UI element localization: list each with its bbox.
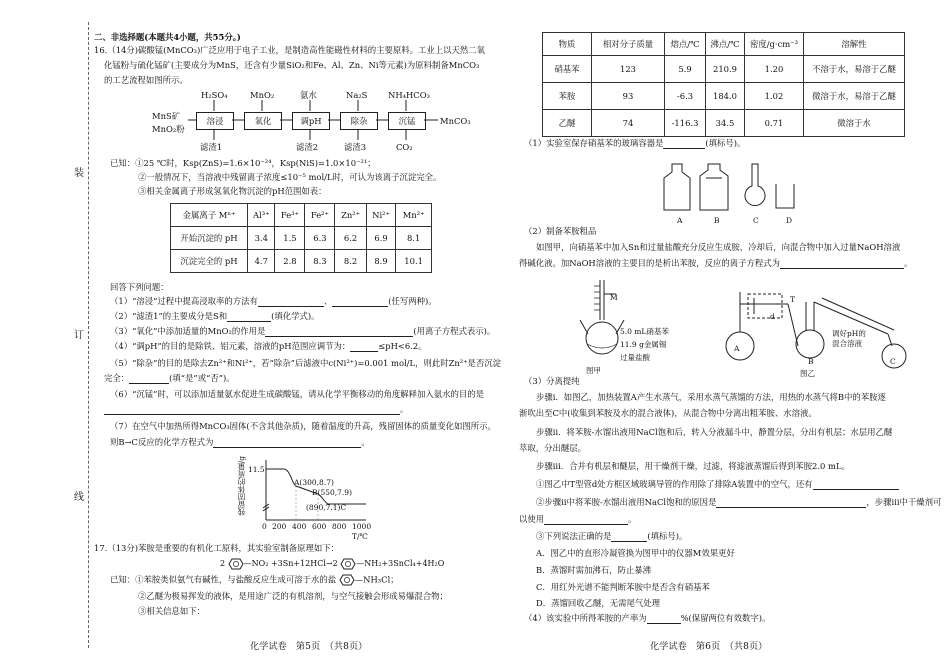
answer-blank[interactable]: [258, 297, 324, 307]
feed-mno2: MnO₂粉: [152, 124, 185, 134]
q17-equation: [220, 558, 444, 570]
graph-ylabel: 残留固体的质量/g: [237, 456, 246, 516]
ph-table-row: [171, 227, 432, 250]
ph-cell: 8.3: [305, 250, 335, 273]
answer-blank[interactable]: [129, 374, 169, 384]
q16-1-text: （1）“溶浸”过程中提高浸取率的方法有: [110, 296, 258, 306]
fig2-a: A: [734, 344, 740, 353]
option-a: A．图乙中的直形冷凝管换为图甲中的仪器M效果更好: [536, 548, 735, 558]
ph-cell: 开始沉淀的 pH: [171, 227, 248, 250]
reagent-1: H₂SO₄: [201, 90, 228, 100]
residue-2: 滤渣2: [296, 142, 319, 152]
fig1-label-2: 11.9 g金属锡: [620, 340, 667, 349]
section-title: 二、非选择题(本题共4小题，共55分。): [94, 32, 241, 42]
reagent-3: 氨水: [300, 90, 317, 100]
prop-header-cell: 沸点/℃: [706, 33, 745, 56]
fig2-label-2: 混合溶液: [832, 339, 862, 348]
ph-cell: 3.4: [248, 227, 275, 250]
r-q1: [524, 138, 745, 149]
answer-blank[interactable]: [213, 438, 361, 448]
r-q3-1: [536, 479, 899, 490]
r-q3-3: [536, 531, 687, 542]
ph-header-cell: Mn²⁺: [396, 204, 432, 227]
r-q2-line2: [519, 258, 912, 269]
q16-5a: （5）“除杂”的目的是除去Zn²⁺和Ni²⁺，若“除杂”后滤液中c(Ni²⁺)=0.001 mol/L，则此时Zn²⁺是否沉淀: [110, 358, 502, 368]
binding-label-zhuang: 装: [74, 168, 84, 179]
prop-cell: 184.0: [706, 83, 745, 110]
r-q3-2c-text: 以使用: [519, 514, 545, 524]
r-s1a: 步骤ⅰ．如图乙，加热装置A产生水蒸气，采用水蒸气蒸馏的方法，用热的水蒸气将B中的苯胺逐: [536, 392, 886, 402]
q16-intro-1: 16.（14分)碳酸锰(MnCO₃)广泛应用于电子工业，是制造高性能磁性材料的主要原料。工业上以天然二氧: [94, 45, 486, 55]
option-b: B．蒸馏时需加沸石，防止暴沸: [536, 565, 652, 575]
properties-table: [542, 32, 905, 137]
q16-3: [110, 326, 495, 337]
q16-known-2: ②一般情况下，当溶液中残留离子浓度≤10⁻⁵ mol/L时，可认为该离子沉淀完全。: [138, 172, 442, 182]
binding-dashed-line: [88, 22, 89, 648]
q16-7-tail: 。: [361, 437, 370, 447]
step-box-5: 沉锰: [388, 112, 426, 130]
prop-header-cell: 熔点/℃: [665, 33, 706, 56]
q16-intro-2: 化锰粉与硫化锰矿(主要成分为MnS，还含有少量SiO₂和Fe、Al、Zn、Ni等元素)为原料制备MnCO₃: [104, 60, 480, 70]
q16-4-text: （4）“调pH”的目的是除铁、铝元素，溶液的pH范围应调节为：: [110, 341, 351, 351]
answer-blank[interactable]: [265, 327, 413, 337]
container-label-a: A: [677, 216, 683, 225]
r-q4-tail: %(保留两位有效数字)。: [680, 613, 771, 623]
answer-blank[interactable]: [350, 342, 378, 352]
ph-header-cell: 金属离子 Mⁿ⁺: [171, 204, 248, 227]
prop-header-cell: 物质: [543, 33, 592, 56]
ph-cell: 8.1: [396, 227, 432, 250]
ph-cell: 8.2: [335, 250, 366, 273]
prop-cell: 210.9: [706, 56, 745, 83]
q17-known-1: [110, 574, 399, 586]
residue-1: 滤渣1: [200, 142, 223, 152]
ph-table-row: [171, 250, 432, 273]
xtick-1000: 1000: [352, 522, 372, 531]
ph-cell: 6.2: [335, 227, 366, 250]
glass-containers: [660, 162, 810, 214]
fig1-label-1: 5.0 mL硝基苯: [620, 327, 669, 336]
q16-6a: （6）“沉锰”时，可以添加适量氨水促进生成碳酸锰，请从化学平衡移动的角度解释加入氨水的目的是: [110, 389, 485, 399]
ph-header-cell: Fe²⁺: [305, 204, 335, 227]
q17-known-1-tail: —NH₃Cl；: [354, 574, 399, 585]
answer-intro: 回答下列问题：: [110, 282, 169, 292]
container-label-c: C: [753, 216, 759, 225]
ph-header-cell: Ni²⁺: [366, 204, 395, 227]
step-box-1: 溶浸: [196, 112, 234, 130]
flask-c-icon: [745, 164, 765, 206]
properties-row: [543, 56, 905, 83]
q16-3-text: （3）“氧化”中添加适量的MnO₂的作用是: [110, 326, 266, 336]
q16-1-sep: 、: [323, 296, 333, 306]
container-label-b: B: [714, 216, 720, 225]
prop-header-cell: 溶解性: [804, 33, 905, 56]
q16-7b: [110, 437, 370, 448]
xtick-400: 400: [292, 522, 307, 531]
fig2-c: C: [890, 357, 896, 366]
graph-xlabel: T/℃: [352, 532, 368, 541]
prop-cell: 1.20: [745, 56, 804, 83]
prop-cell: 硝基苯: [543, 56, 592, 83]
r-s2a: 步骤ⅱ．将苯胺-水馏出液用NaCl饱和后，转入分液漏斗中，静置分层，分出有机层；水层用乙醚: [536, 427, 893, 437]
prop-cell: 0.71: [745, 110, 804, 137]
q16-2-tail: (填化学式)。: [271, 311, 320, 321]
reagent-5: NH₄HCO₃: [388, 90, 430, 100]
q16-5-text: 完全：: [104, 373, 130, 383]
eq-coef: 2: [220, 559, 226, 568]
r-q3-3-tail: (填标号)。: [647, 531, 688, 541]
r-q2-title: （2）制备苯胺粗品: [524, 226, 597, 236]
properties-header: [543, 33, 905, 56]
prop-cell: 123: [592, 56, 665, 83]
option-d: D．蒸馏回收乙醚，无需尾气处理: [536, 598, 660, 608]
prop-cell: 74: [592, 110, 665, 137]
r-q2-line1: 如图甲，向硝基苯中加入Sn和过量盐酸充分反应生成胺，冷却后，向混合物中加入过量NaOH溶液: [536, 242, 901, 252]
residue-co2: CO₂: [396, 142, 413, 152]
point-c: (890,7.1)C: [306, 503, 347, 512]
answer-blank[interactable]: [227, 312, 271, 322]
r-q3-2-text: ②步骤ⅱ中将苯胺-水馏出液用NaCl饱和的原因是: [536, 497, 717, 507]
q16-2: [110, 311, 320, 322]
fig2-d: d: [770, 312, 775, 321]
r-q1-tail: (填标号)。: [705, 138, 746, 148]
option-c: C．用红外光谱不能判断苯胺中是否含有硝基苯: [536, 582, 710, 592]
prop-cell: 微溶于水: [804, 110, 905, 137]
properties-row: [543, 83, 905, 110]
ph-table: [170, 203, 432, 273]
fig1-caption: 图甲: [586, 366, 601, 375]
answer-blank[interactable]: [663, 139, 705, 149]
prop-cell: 1.02: [745, 83, 804, 110]
q17-intro: 17.（13分)苯胺是重要的有机化工原料，其实验室制备原理如下：: [94, 543, 339, 553]
reagent-2: MnO₂: [250, 90, 275, 100]
answer-blank[interactable]: [813, 480, 899, 490]
q16-5-tail: (填“是”或“否”)。: [169, 373, 235, 383]
xtick-200: 200: [272, 522, 287, 531]
point-b: B(550,7.9): [312, 488, 352, 497]
fig1-label-3: 过量盐酸: [620, 353, 650, 362]
answer-blank[interactable]: [611, 532, 647, 542]
footer-page-5: 化学试卷 第5页 （共8页）: [250, 641, 368, 652]
r-q3-2c: [519, 514, 637, 525]
prop-cell: -116.3: [665, 110, 706, 137]
feed-mns: MnS矿: [152, 111, 181, 121]
ph-header-cell: Al³⁺: [248, 204, 275, 227]
answer-blank[interactable]: [544, 515, 628, 525]
ph-header-cell: Zn²⁺: [335, 204, 366, 227]
reagent-4: Na₂S: [346, 90, 368, 100]
fig2-t: T: [790, 295, 796, 304]
q17-known-3: ③相关信息如下：: [138, 606, 205, 616]
q16-intro-3: 的工艺流程如图所示。: [104, 75, 188, 85]
q17-known-1-text: 已知：①苯胺类似氨气有碱性，与盐酸反应生成可溶于水的盐: [110, 574, 337, 585]
benzene-ring-icon: [340, 558, 356, 570]
step-box-4: 除杂: [340, 112, 378, 130]
fig2-label: 调好pH的: [832, 329, 866, 338]
answer-blank[interactable]: [647, 614, 681, 624]
point-a: A(300,8.7): [294, 478, 334, 487]
prop-cell: 不溶于水，易溶于乙醚: [804, 56, 905, 83]
q16-6-tail: 。: [400, 404, 409, 414]
q16-1-tail: (任写两种)。: [388, 296, 437, 306]
q16-1: [110, 296, 437, 307]
answer-blank[interactable]: [104, 405, 400, 415]
q16-4: [110, 341, 427, 352]
prop-cell: -6.3: [665, 83, 706, 110]
fig2-caption: 图乙: [800, 369, 815, 378]
prop-cell: 5.9: [665, 56, 706, 83]
xtick-0: 0: [262, 522, 267, 531]
residue-3: 滤渣3: [344, 142, 367, 152]
prop-header-cell: 相对分子质量: [592, 33, 665, 56]
ph-table-header: [171, 204, 432, 227]
r-q4-text: （4）该实验中所得苯胺的产率为: [524, 613, 647, 623]
r-q2-line2-text: 得碱化液。加NaOH溶液的主要目的是析出苯胺，反应的离子方程式为: [519, 258, 780, 268]
bottle-a-icon: [664, 164, 690, 210]
ph-cell: 1.5: [275, 227, 305, 250]
q16-5b: [104, 373, 235, 384]
benzene-ring-icon: [228, 558, 244, 570]
r-q4: [524, 613, 770, 624]
ph-cell: 6.9: [366, 227, 395, 250]
r-q3-3-text: ③下列说法正确的是: [536, 531, 612, 541]
binding-label-xian: 线: [74, 492, 84, 503]
prop-cell: 乙醚: [543, 110, 592, 137]
r-q3-title: （3）分离提纯: [524, 376, 580, 386]
answer-blank[interactable]: [332, 297, 388, 307]
r-q3-2c-tail: 。: [628, 514, 637, 524]
r-q3-2-tail: ，步骤ⅲ中干燥剂可: [866, 497, 942, 507]
bottle-b-icon: [700, 164, 728, 210]
r-q3-1-text: ①图乙中T型管d处方框区域玻璃导管的作用除了排除A装置中的空气，还有: [536, 479, 813, 489]
q17-known-2: ②乙醚为极易挥发的液体，是用途广泛的有机溶剂，与空气接触会形成易爆混合物；: [138, 591, 448, 601]
eq-mid: —NO₂ +3Sn+12HCl→2: [243, 559, 338, 568]
ph-header-cell: Fe³⁺: [275, 204, 305, 227]
fig2-b: B: [808, 357, 814, 366]
container-label-d: D: [786, 216, 793, 225]
product-mnco3: MnCO₃: [440, 116, 471, 126]
q16-7-text: 则B→C反应的化学方程式为: [110, 437, 214, 447]
apparatus-fig-b: [718, 274, 918, 378]
q16-known-3: ③相关金属离子形成氢氧化物沉淀的pH范围如表：: [138, 186, 327, 196]
prop-cell: 34.5: [706, 110, 745, 137]
q16-2-text: （2）“滤渣1”的主要成分是S和: [110, 311, 228, 321]
beaker-d-icon: [776, 184, 794, 208]
r-s3: 步骤ⅲ．合并有机层和醚层，用干燥剂干燥，过滤，将滤液蒸馏后得到苯胺2.0 mL。: [536, 461, 850, 471]
r-q1-text: （1）实验室保存硝基苯的玻璃容器是: [524, 138, 664, 148]
graph-ytick: 11.5: [248, 465, 265, 474]
xtick-800: 800: [332, 522, 347, 531]
ph-cell: 沉淀完全的 pH: [171, 250, 248, 273]
footer-page-6: 化学试卷 第6页 （共8页）: [650, 641, 768, 652]
r-q3-2: [536, 497, 941, 508]
r-s2b: 萃取，分出醚层。: [519, 443, 586, 453]
eq-end: —NH₂+3SnCl₄+4H₂O: [356, 559, 445, 568]
q16-6b: [104, 404, 408, 415]
properties-row: [543, 110, 905, 137]
q16-3-tail: (用离子方程式表示)。: [413, 326, 496, 336]
prop-header-cell: 密度/g·cm⁻³: [745, 33, 804, 56]
benzene-ring-icon: [339, 574, 355, 586]
ph-cell: 6.3: [305, 227, 335, 250]
step-box-3: 调pH: [292, 112, 330, 130]
r-s1b: 渐吹出至C中(收集到苯胺及水的混合液体)，从混合物中分离出粗苯胺、水溶液。: [519, 408, 817, 418]
r-q2-line2-tail: 。: [904, 258, 913, 268]
ph-cell: 4.7: [248, 250, 275, 273]
answer-blank[interactable]: [716, 498, 866, 508]
prop-cell: 苯胺: [543, 83, 592, 110]
q16-7a: （7）在空气中加热所得MnCO₃固体(不含其他杂质)，随着温度的升高，残留固体的质量变化如图所示。: [110, 421, 496, 431]
xtick-600: 600: [312, 522, 327, 531]
ph-cell: 10.1: [396, 250, 432, 273]
fig1-m: M: [610, 293, 618, 302]
ph-cell: 2.8: [275, 250, 305, 273]
prop-cell: 微溶于水，易溶于乙醚: [804, 83, 905, 110]
binding-label-ding: 订: [74, 330, 84, 341]
answer-blank[interactable]: [780, 259, 904, 269]
q16-4-tail: ≤pH<6.2。: [378, 341, 427, 351]
q16-known-1: 已知：①25 ℃时，Ksp(ZnS)=1.6×10⁻²⁴，Ksp(NiS)=1.0×10⁻²¹；: [110, 158, 376, 168]
ph-cell: 8.9: [366, 250, 395, 273]
step-box-2: 氧化: [244, 112, 282, 130]
prop-cell: 93: [592, 83, 665, 110]
